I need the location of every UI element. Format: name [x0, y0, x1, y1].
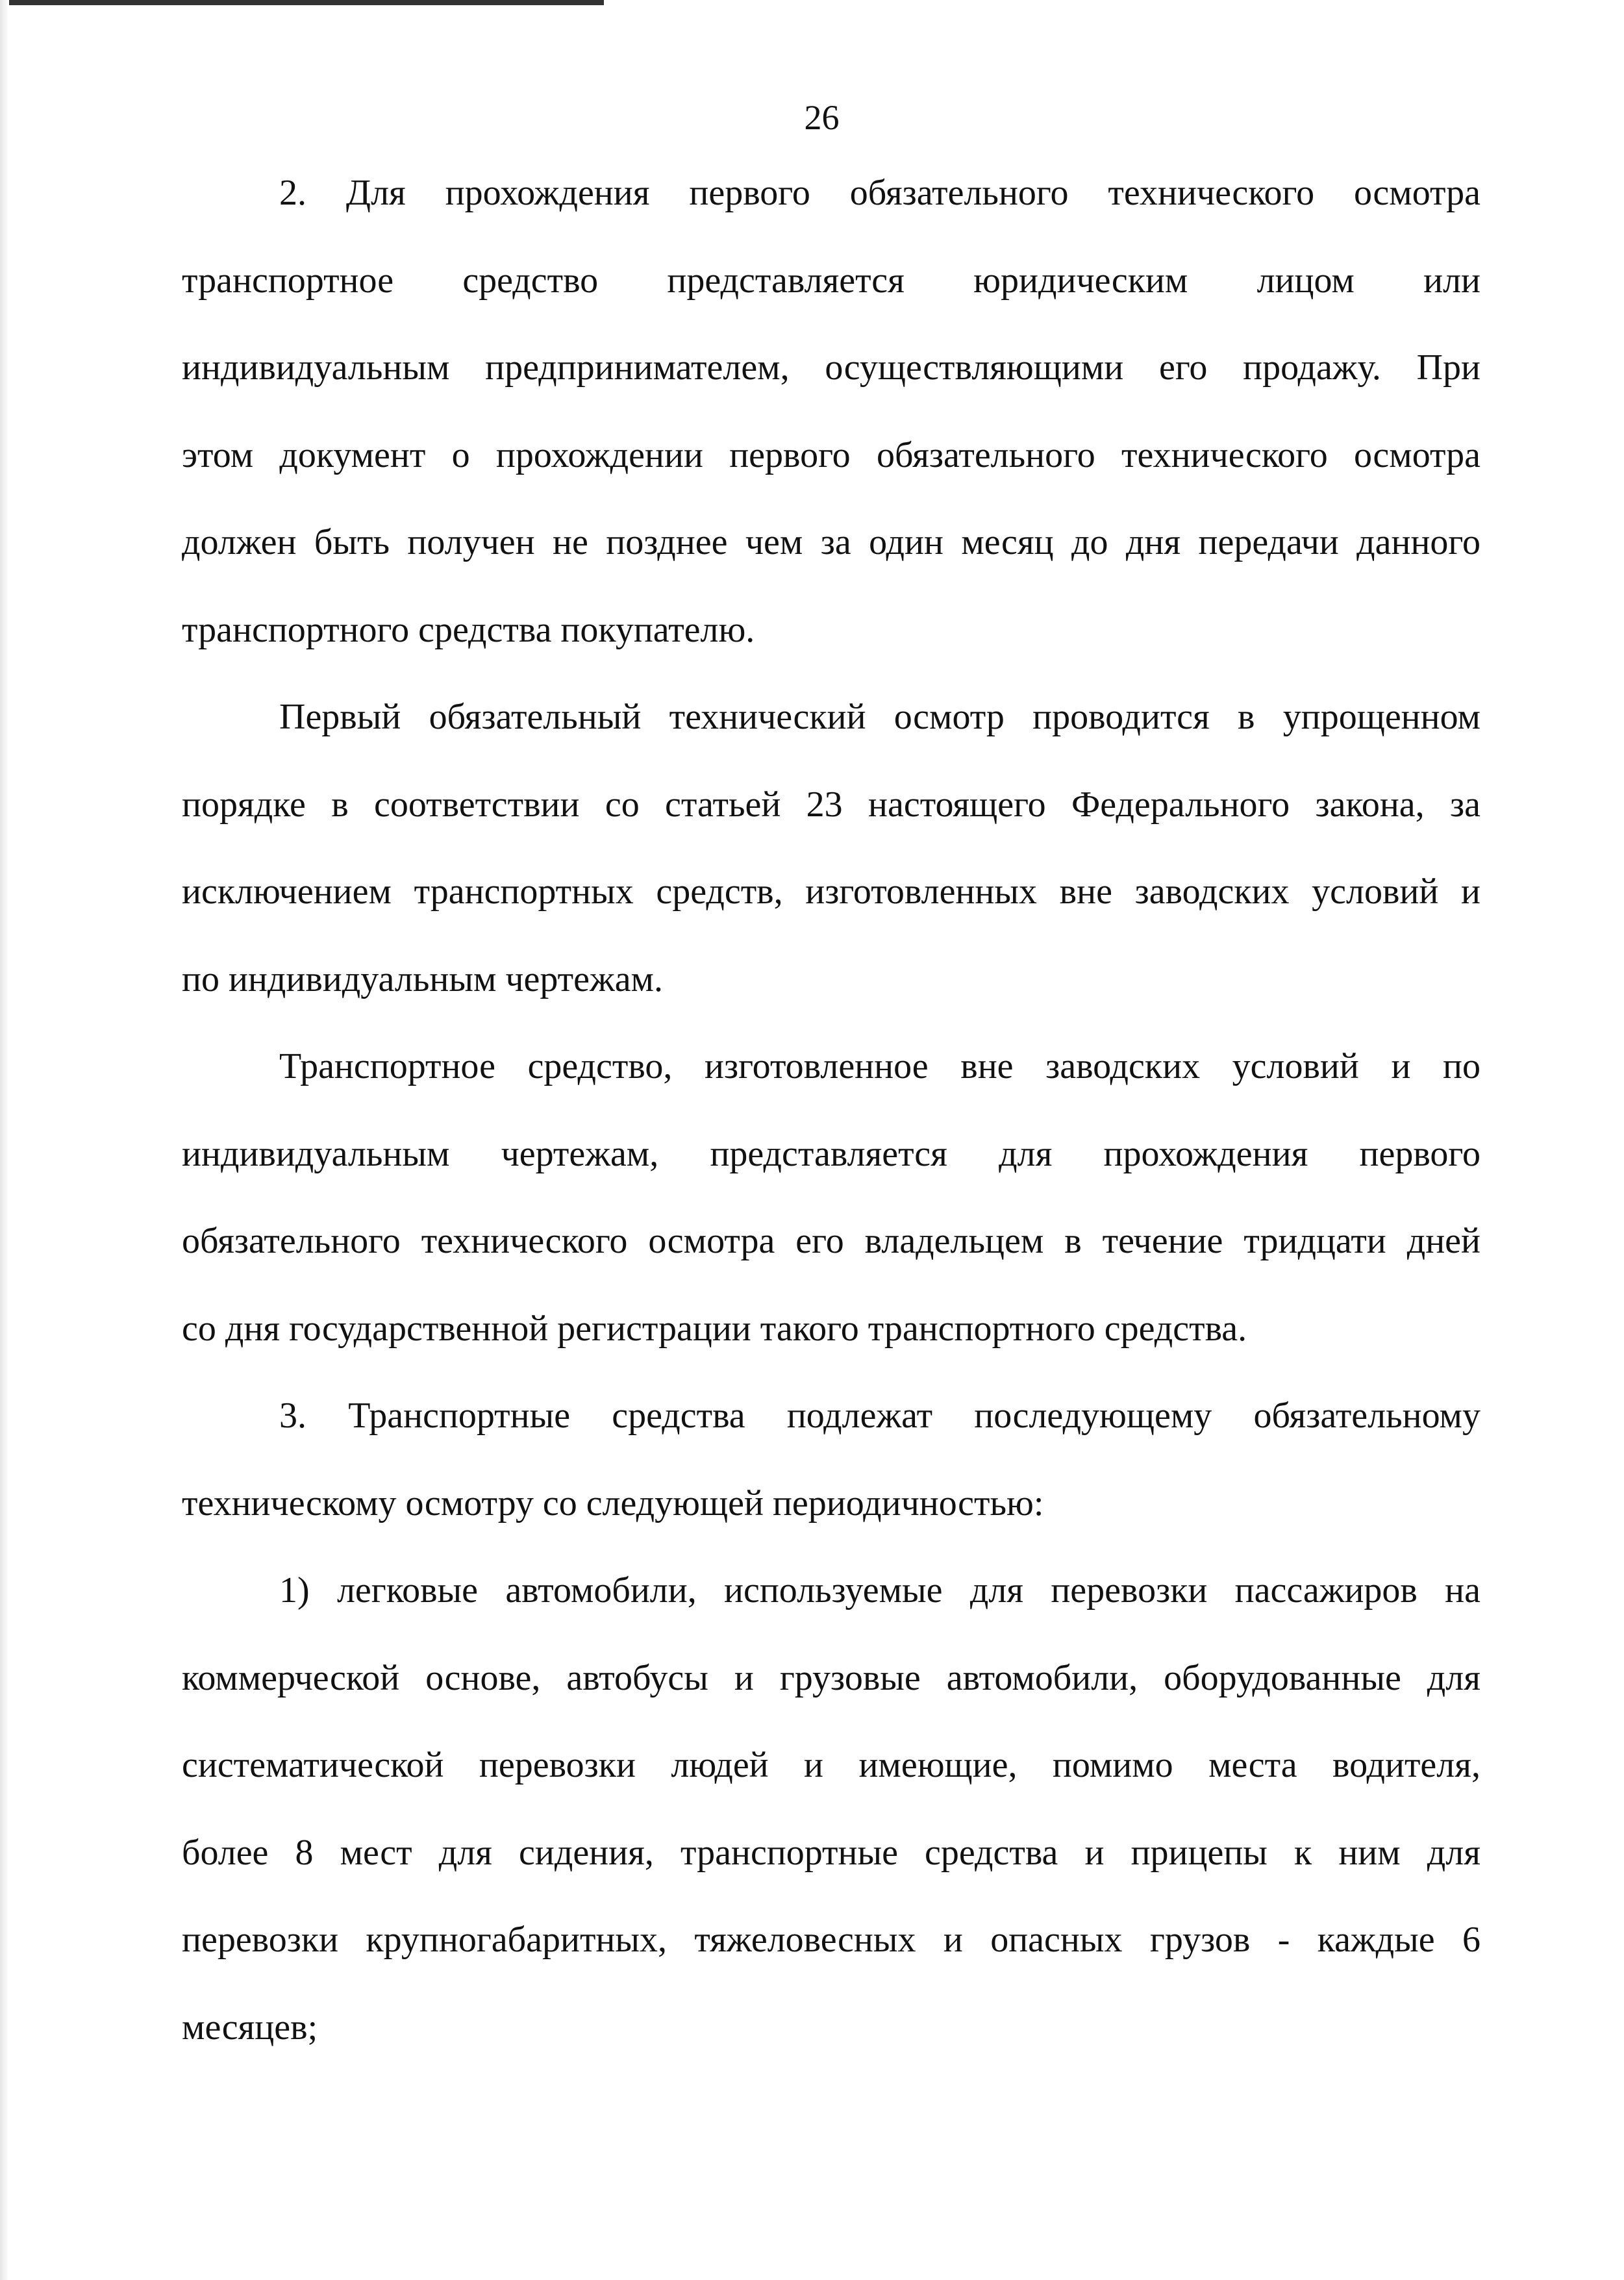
paragraph-5-line: месяцев; — [182, 2007, 318, 2048]
paragraph-1-line: должен быть получен не позднее чем за один месяц до дня передачи данного — [182, 522, 1480, 562]
paragraph-1-line: транспортное средство представляется юридическим лицом или — [182, 260, 1480, 301]
paragraph-5-line: более 8 мест для сидения, транспортные средства и прицепы к ним для — [182, 1832, 1480, 1873]
paragraph-1-line: 2. Для прохождения первого обязательного технического осмотра — [279, 173, 1480, 213]
paragraph-2-line: по индивидуальным чертежам. — [182, 958, 663, 999]
paragraph-1-line: этом документ о прохождении первого обязательного технического осмотра — [182, 434, 1480, 475]
paragraph-5-line: систематической перевозки людей и имеющие, помимо места водителя, — [182, 1745, 1480, 1785]
paragraph-1-line: транспортного средства покупателю. — [182, 609, 755, 650]
paragraph-2-line: порядке в соответствии со статьей 23 настоящего Федерального закона, за — [182, 784, 1480, 825]
paragraph-5-line: коммерческой основе, автобусы и грузовые автомобили, оборудованные для — [182, 1657, 1480, 1698]
paragraph-2-line: Первый обязательный технический осмотр проводится в упрощенном — [279, 697, 1480, 737]
paragraph-3-line: индивидуальным чертежам, представляется для прохождения первого — [182, 1133, 1480, 1174]
paragraph-3-line: обязательного технического осмотра его владельцем в течение тридцати дней — [182, 1221, 1480, 1261]
paragraph-4-line: техническому осмотру со следующей периодичностью: — [182, 1483, 1044, 1523]
paragraph-5-line: перевозки крупногабаритных, тяжеловесных и опасных грузов - каждые 6 — [182, 1920, 1480, 1960]
scan-top-edge — [0, 0, 604, 5]
paragraph-4-line: 3. Транспортные средства подлежат последующему обязательному — [279, 1396, 1480, 1436]
paragraph-1-line: индивидуальным предпринимателем, осуществляющими его продажу. При — [182, 347, 1480, 388]
paragraph-5-line: 1) легковые автомобили, используемые для перевозки пассажиров на — [279, 1570, 1480, 1610]
paragraph-3-line: Транспортное средство, изготовленное вне заводских условий и по — [279, 1046, 1480, 1086]
paragraph-2-line: исключением транспортных средств, изготовленных вне заводских условий и — [182, 871, 1480, 912]
paragraph-3-line: со дня государственной регистрации такого транспортного средства. — [182, 1308, 1247, 1349]
page-number: 26 — [804, 98, 840, 137]
scan-left-edge — [0, 0, 9, 2280]
